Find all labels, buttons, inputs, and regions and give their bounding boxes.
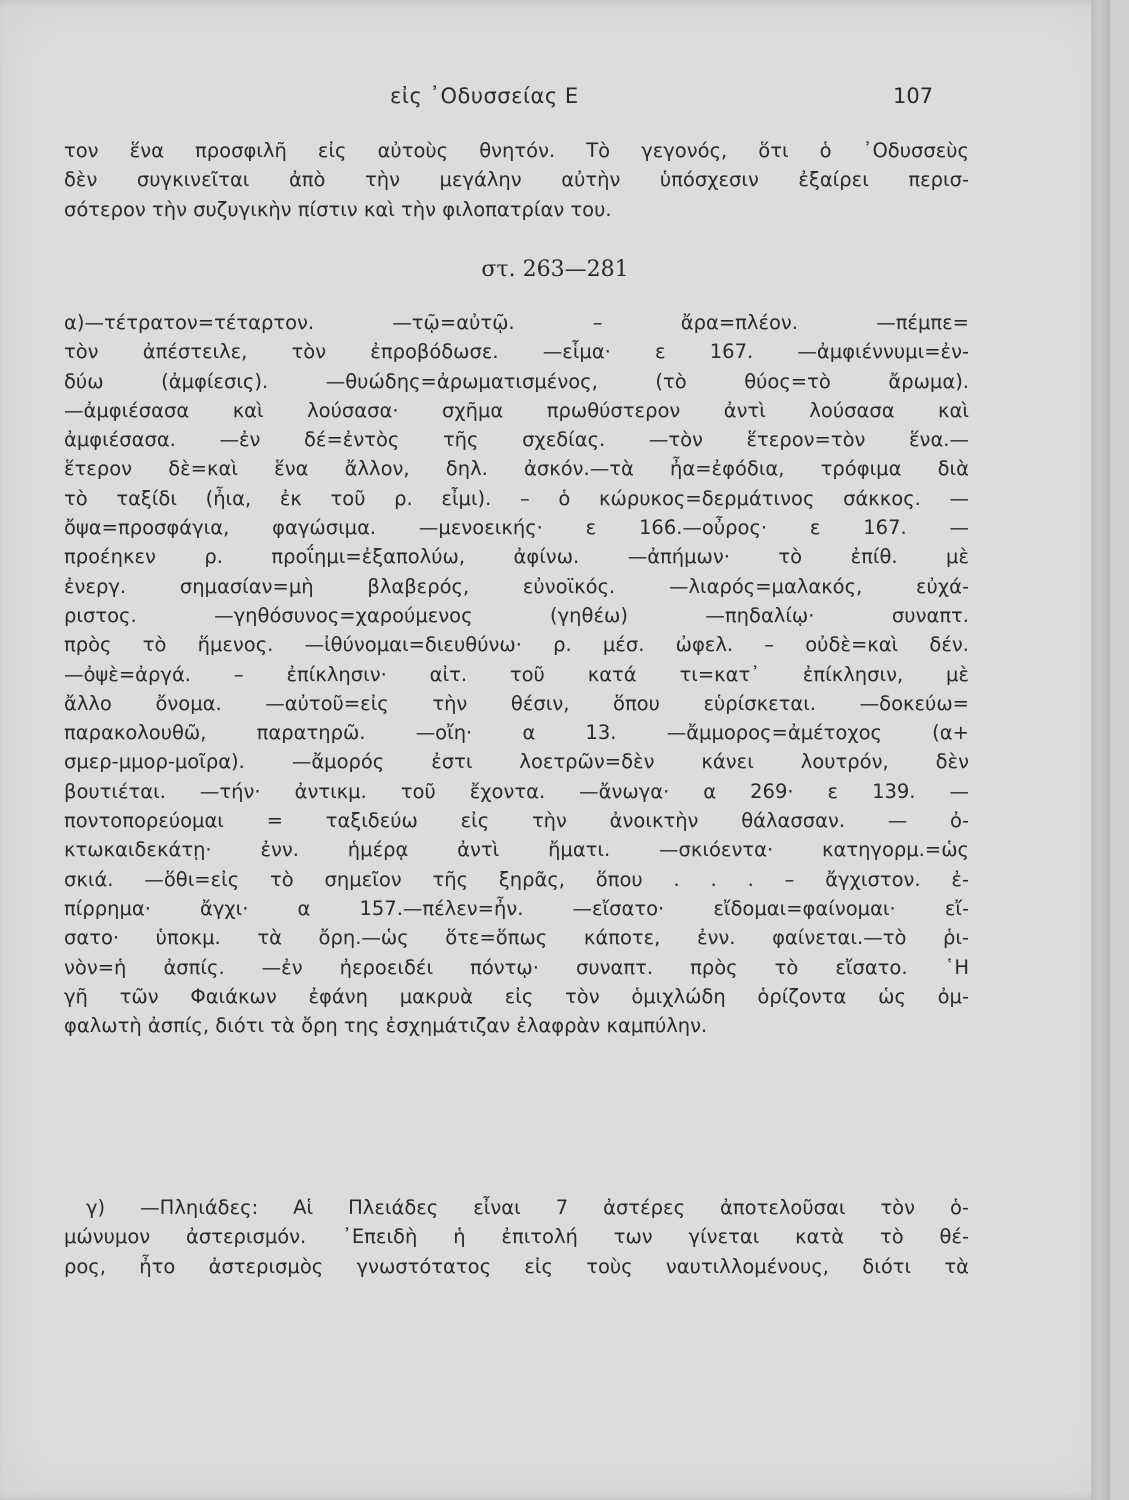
glossary-line: δύω (ἀμφίεσις). —θυώδης=ἀρωματισμένος, (τὸ θύος=τὸ ἄρωμα). bbox=[64, 369, 969, 393]
glossary-line: παρακολουθῶ, παρατηρῶ. —οἴη· α 13. —ἄμμορος=ἀμέτοχος (α+ bbox=[64, 721, 969, 745]
glossary-line: νὸν=ἡ ἀσπίς. —ἐν ἠεροειδέι πόντῳ· συναπτ. πρὸς τὸ εἴσατο. ῾Η bbox=[64, 955, 969, 979]
text-line: ρος, ἦτο ἀστερισμὸς γνωστότατος εἰς τοὺς ναυτιλλομένους, διότι τὰ bbox=[64, 1254, 969, 1278]
glossary-line: α)—τέτρατον=τέταρτον. —τῷ=αὐτῷ. – ἄρα=πλέον. —πέμπε= bbox=[64, 311, 969, 334]
section-gamma-paragraph bbox=[64, 1193, 969, 1281]
glossary-line: ὄψα=προσφάγια, φαγώσιμα. —μενοεικής· ε 166.—οὖρος· ε 167. — bbox=[64, 516, 969, 540]
glossary-line: φαλωτὴ ἀσπίς, διότι τὰ ὄρη της ἐσχημάτιζαν ἐλαφρὰν καμπύλην. bbox=[64, 1014, 708, 1038]
glossary-line: πίρρημα· ἄγχι· α 157.—πέλεν=ἦν. —εἴσατο· εἴδομαι=φαίνομαι· εἴ- bbox=[64, 896, 969, 920]
glossary-line: σμερ-μμορ-μοῖρα). —ἄμορός ἐστι λοετρῶν=δὲν κάνει λουτρόν, δὲν bbox=[64, 750, 969, 774]
glossary-line: γῆ τῶν Φαιάκων ἐφάνη μακρυὰ εἰς τὸν ὁμιχλώδη ὁρίζοντα ὡς ὀμ- bbox=[64, 984, 969, 1008]
glossary-line: ριστος. —γηθόσυνος=χαρούμενος (γηθέω) —πηδαλίῳ· συναπτ. bbox=[64, 603, 969, 627]
glossary-line: σατο· ὑποκμ. τὰ ὄρη.—ὡς ὅτε=ὅπως κάποτε, ἐνν. φαίνεται.—τὸ ῥι- bbox=[64, 926, 969, 950]
glossary-line: —ἀμφιέσασα καὶ λούσασα· σχῆμα πρωθύστερον ἀντὶ λούσασα καὶ bbox=[64, 398, 969, 422]
text-line: μώνυμον ἀστερισμόν. ᾿Επειδὴ ἡ ἐπιτολή των γίνεται κατὰ τὸ θέ- bbox=[64, 1225, 969, 1249]
glossary-line: ἐνεργ. σημασίαν=μὴ βλαβερός, εὐνοϊκός. —λιαρός=μαλακός, εὐχά- bbox=[64, 574, 969, 598]
glossary-line: κτωκαιδεκάτῃ· ἐνν. ἡμέρᾳ ἀντὶ ἤματι. —σκιόεντα· κατηγορμ.=ὡς bbox=[64, 838, 969, 862]
glossary-line: σκιά. —ὅθι=εἰς τὸ σημεῖον τῆς ξηρᾶς, ὅπου . . . – ἄγχιστον. ἐ- bbox=[64, 867, 969, 891]
glossary-line: —ὀψὲ=ἀργά. – ἐπίκλησιν· αἰτ. τοῦ κατά τι=κατ᾽ ἐπίκλησιν, μὲ bbox=[64, 662, 969, 686]
glossary-line: πρὸς τὸ ἥμενος. —ἰθύνομαι=διευθύνω· ρ. μέσ. ὠφελ. – οὐδὲ=καὶ δέν. bbox=[64, 633, 969, 657]
glossary-line: προέηκεν ρ. προΐημι=ἐξαπολύω, ἀφίνω. —ἀπήμων· τὸ ἐπίθ. μὲ bbox=[64, 545, 969, 569]
verse-range-heading: στ. 263—281 bbox=[481, 257, 629, 282]
glossary-line: τὸ ταξίδι (ἦια, ἐκ τοῦ ρ. εἶμι). – ὁ κώρυκος=δερμάτινος σάκκος. — bbox=[64, 486, 969, 510]
text-line: τον ἕνα προσφιλῆ εἰς αὐτοὺς θνητόν. Τὸ γεγονός, ὅτι ὁ ᾿Οδυσσεὺς bbox=[64, 139, 969, 162]
page-number: 107 bbox=[893, 84, 934, 108]
running-title: εἰς ᾿Οδυσσείας Ε bbox=[390, 84, 579, 108]
glossary-block bbox=[64, 308, 969, 1040]
text-line: σότερον τὴν συζυγικὴν πίστιν καὶ τὴν φιλοπατρίαν του. bbox=[64, 197, 612, 221]
glossary-line: ἄλλο ὄνομα. —αὐτοῦ=εἰς τὴν θέσιν, ὅπου εὑρίσκεται. —δοκεύω= bbox=[64, 691, 969, 715]
page-edge bbox=[1091, 0, 1110, 1500]
glossary-line: ἕτερον δὲ=καὶ ἕνα ἄλλον, δηλ. ἀσκόν.—τὰ ἦα=ἐφόδια, τρόφιμα διὰ bbox=[64, 457, 969, 481]
glossary-line: ἀμφιέσασα. —ἐν δέ=ἐντὸς τῆς σχεδίας. —τὸν ἕτερον=τὸν ἕνα.— bbox=[64, 428, 969, 452]
intro-paragraph bbox=[64, 136, 969, 224]
glossary-line: ποντοπορεύομαι = ταξιδεύω εἰς τὴν ἀνοικτὴν θάλασσαν. — ὀ- bbox=[64, 809, 969, 833]
glossary-line: βουτιέται. —τήν· ἀντικμ. τοῦ ἔχοντα. —ἄνωγα· α 269· ε 139. — bbox=[64, 779, 969, 803]
glossary-line: τὸν ἀπέστειλε, τὸν ἐπροβόδωσε. —εἷμα· ε 167. —ἀμφιέννυμι=ἐν- bbox=[64, 340, 969, 364]
text-line: γ) —Πληιάδες: Αἱ Πλειάδες εἶναι 7 ἀστέρες ἀποτελοῦσαι τὸν ὁ- bbox=[86, 1196, 969, 1219]
text-line: δὲν συγκινεῖται ἀπὸ τὴν μεγάλην αὐτὴν ὑπόσχεσιν ἐξαίρει περισ- bbox=[64, 168, 969, 192]
